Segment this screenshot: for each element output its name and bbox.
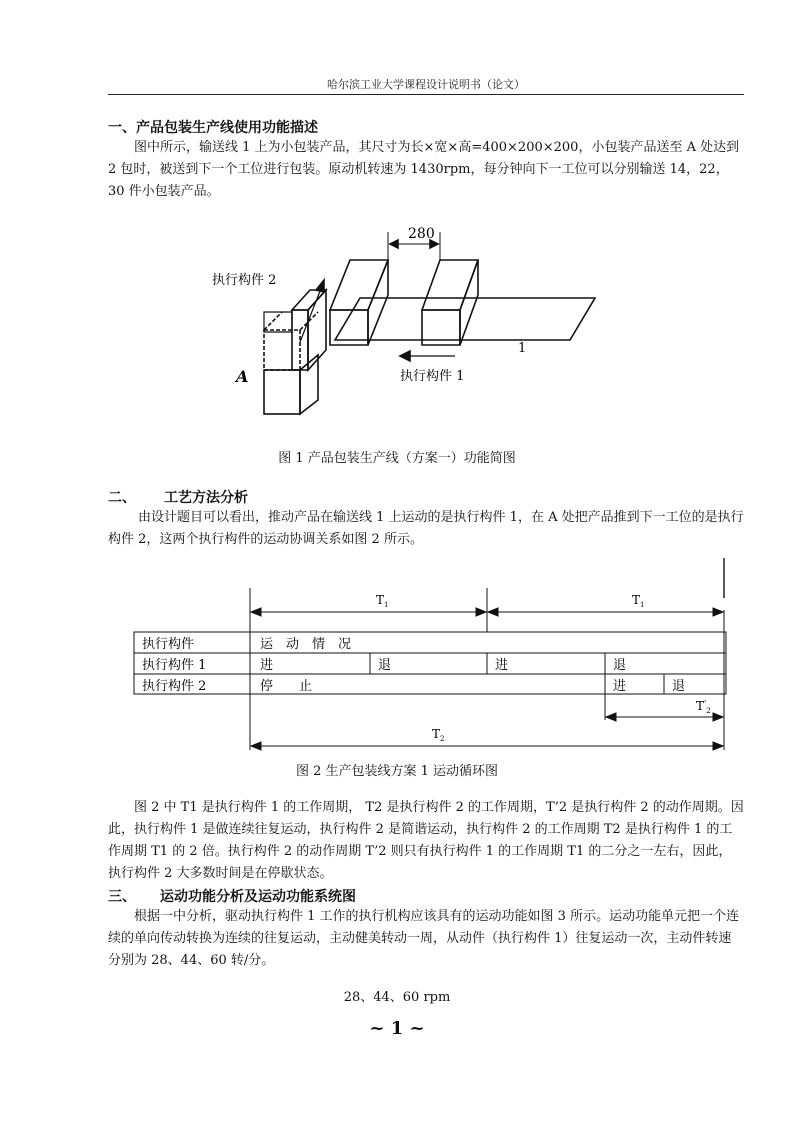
rpm-line: 28、44、60 rpm: [343, 990, 451, 1005]
table-row2-name: 执行构件 2: [142, 679, 207, 694]
page-header: 哈尔滨工业大学课程设计说明书（论文）: [327, 78, 525, 91]
figure2-caption: 图 2 生产包装线方案 1 运动循环图: [295, 764, 499, 779]
figure1-caption: 图 1 产品包装生产线（方案一）功能简图: [278, 451, 516, 466]
t1-label-left: $T_1$: [376, 593, 389, 609]
section3-heading-num: 三、: [108, 889, 136, 905]
t1-label-right: $T_1$: [632, 593, 645, 609]
section2-heading-text: 工艺方法分析: [164, 490, 248, 506]
header-rule: [108, 94, 744, 95]
figure1-dim-label: 280: [408, 226, 435, 242]
figure1-point-label: A: [236, 367, 249, 386]
page-number: ~ 1 ~: [369, 1018, 425, 1039]
row2-cell-advance: 进: [613, 679, 627, 694]
section1-paragraph: 图中所示，输送线 1 上为小包装产品，其尺寸为长×宽×高=400×200×200，小包装产品送至 A 处达到 2 包时，被送到下一个工位进行包装。原动机转速为 1430rpm，每分钟向下一工位可以分别输送 14，22，30 件小包装产品。: [108, 140, 740, 199]
figure1-actuator2-label: 执行构件 2: [212, 273, 277, 288]
row1-cell-retreat-2: 退: [613, 658, 627, 673]
row1-cell-advance-2: 进: [495, 658, 509, 673]
row2-cell-retreat: 退: [672, 679, 686, 694]
section3-heading-text: 运动功能分析及运动功能系统图: [160, 889, 356, 905]
row1-cell-retreat-1: 退: [378, 658, 392, 673]
figure1-line-label: 1: [518, 341, 527, 356]
figure1-actuator1-label: 执行构件 1: [400, 369, 465, 384]
t2-label: $T_2$: [432, 727, 445, 743]
figure2-cycle-diagram: [130, 558, 750, 758]
row2-cell-stop: 停 止: [260, 679, 313, 694]
section2-paragraph: 由设计题目可以看出，推动产品在输送线 1 上运动的是执行构件 1，在 A 处把产品推到下一工位的是执行构件 2，这两个执行构件的运动协调关系如图 2 所示。: [108, 510, 744, 547]
table-row1-name: 执行构件 1: [142, 658, 207, 673]
section3-paragraph: 根据一中分析，驱动执行构件 1 工作的执行机构应该具有的运动功能如图 3 所示。运动功能单元把一个连续的单向传动转换为连续的往复运动，主动健美转动一周，从动件（执行构件 1）往复运动一次，主动件转速分别为 28、44、60 转/分。: [108, 909, 740, 968]
table-header-col: 执行构件: [142, 637, 195, 652]
table-header-val: 运 动 情 况: [260, 637, 352, 652]
row1-cell-advance-1: 进: [260, 658, 274, 673]
t2-prime-label: $T'_2$: [696, 699, 711, 715]
section2-heading-num: 二、: [108, 490, 136, 506]
figure1-diagram: [200, 220, 600, 440]
section2b-paragraph: 图 2 中 T1 是执行构件 1 的工作周期， T2 是执行构件 2 的工作周期，T’2 是执行构件 2 的动作周期。因此，执行构件 1 是做连续往复运动，执行构件 2 是简谐运动，执行构件 2 的工作周期 T2 是执行构件 1 的工作周期 T1 的 2 倍。执行构件 2 的动作周期 T’2 则只有执行构件 1 的工作周期 T1 的二分之一左右，因此，执行构件 2 大多数时间是在停歇状态。: [108, 800, 744, 881]
section1-heading: 一、产品包装生产线使用功能描述: [108, 120, 318, 136]
